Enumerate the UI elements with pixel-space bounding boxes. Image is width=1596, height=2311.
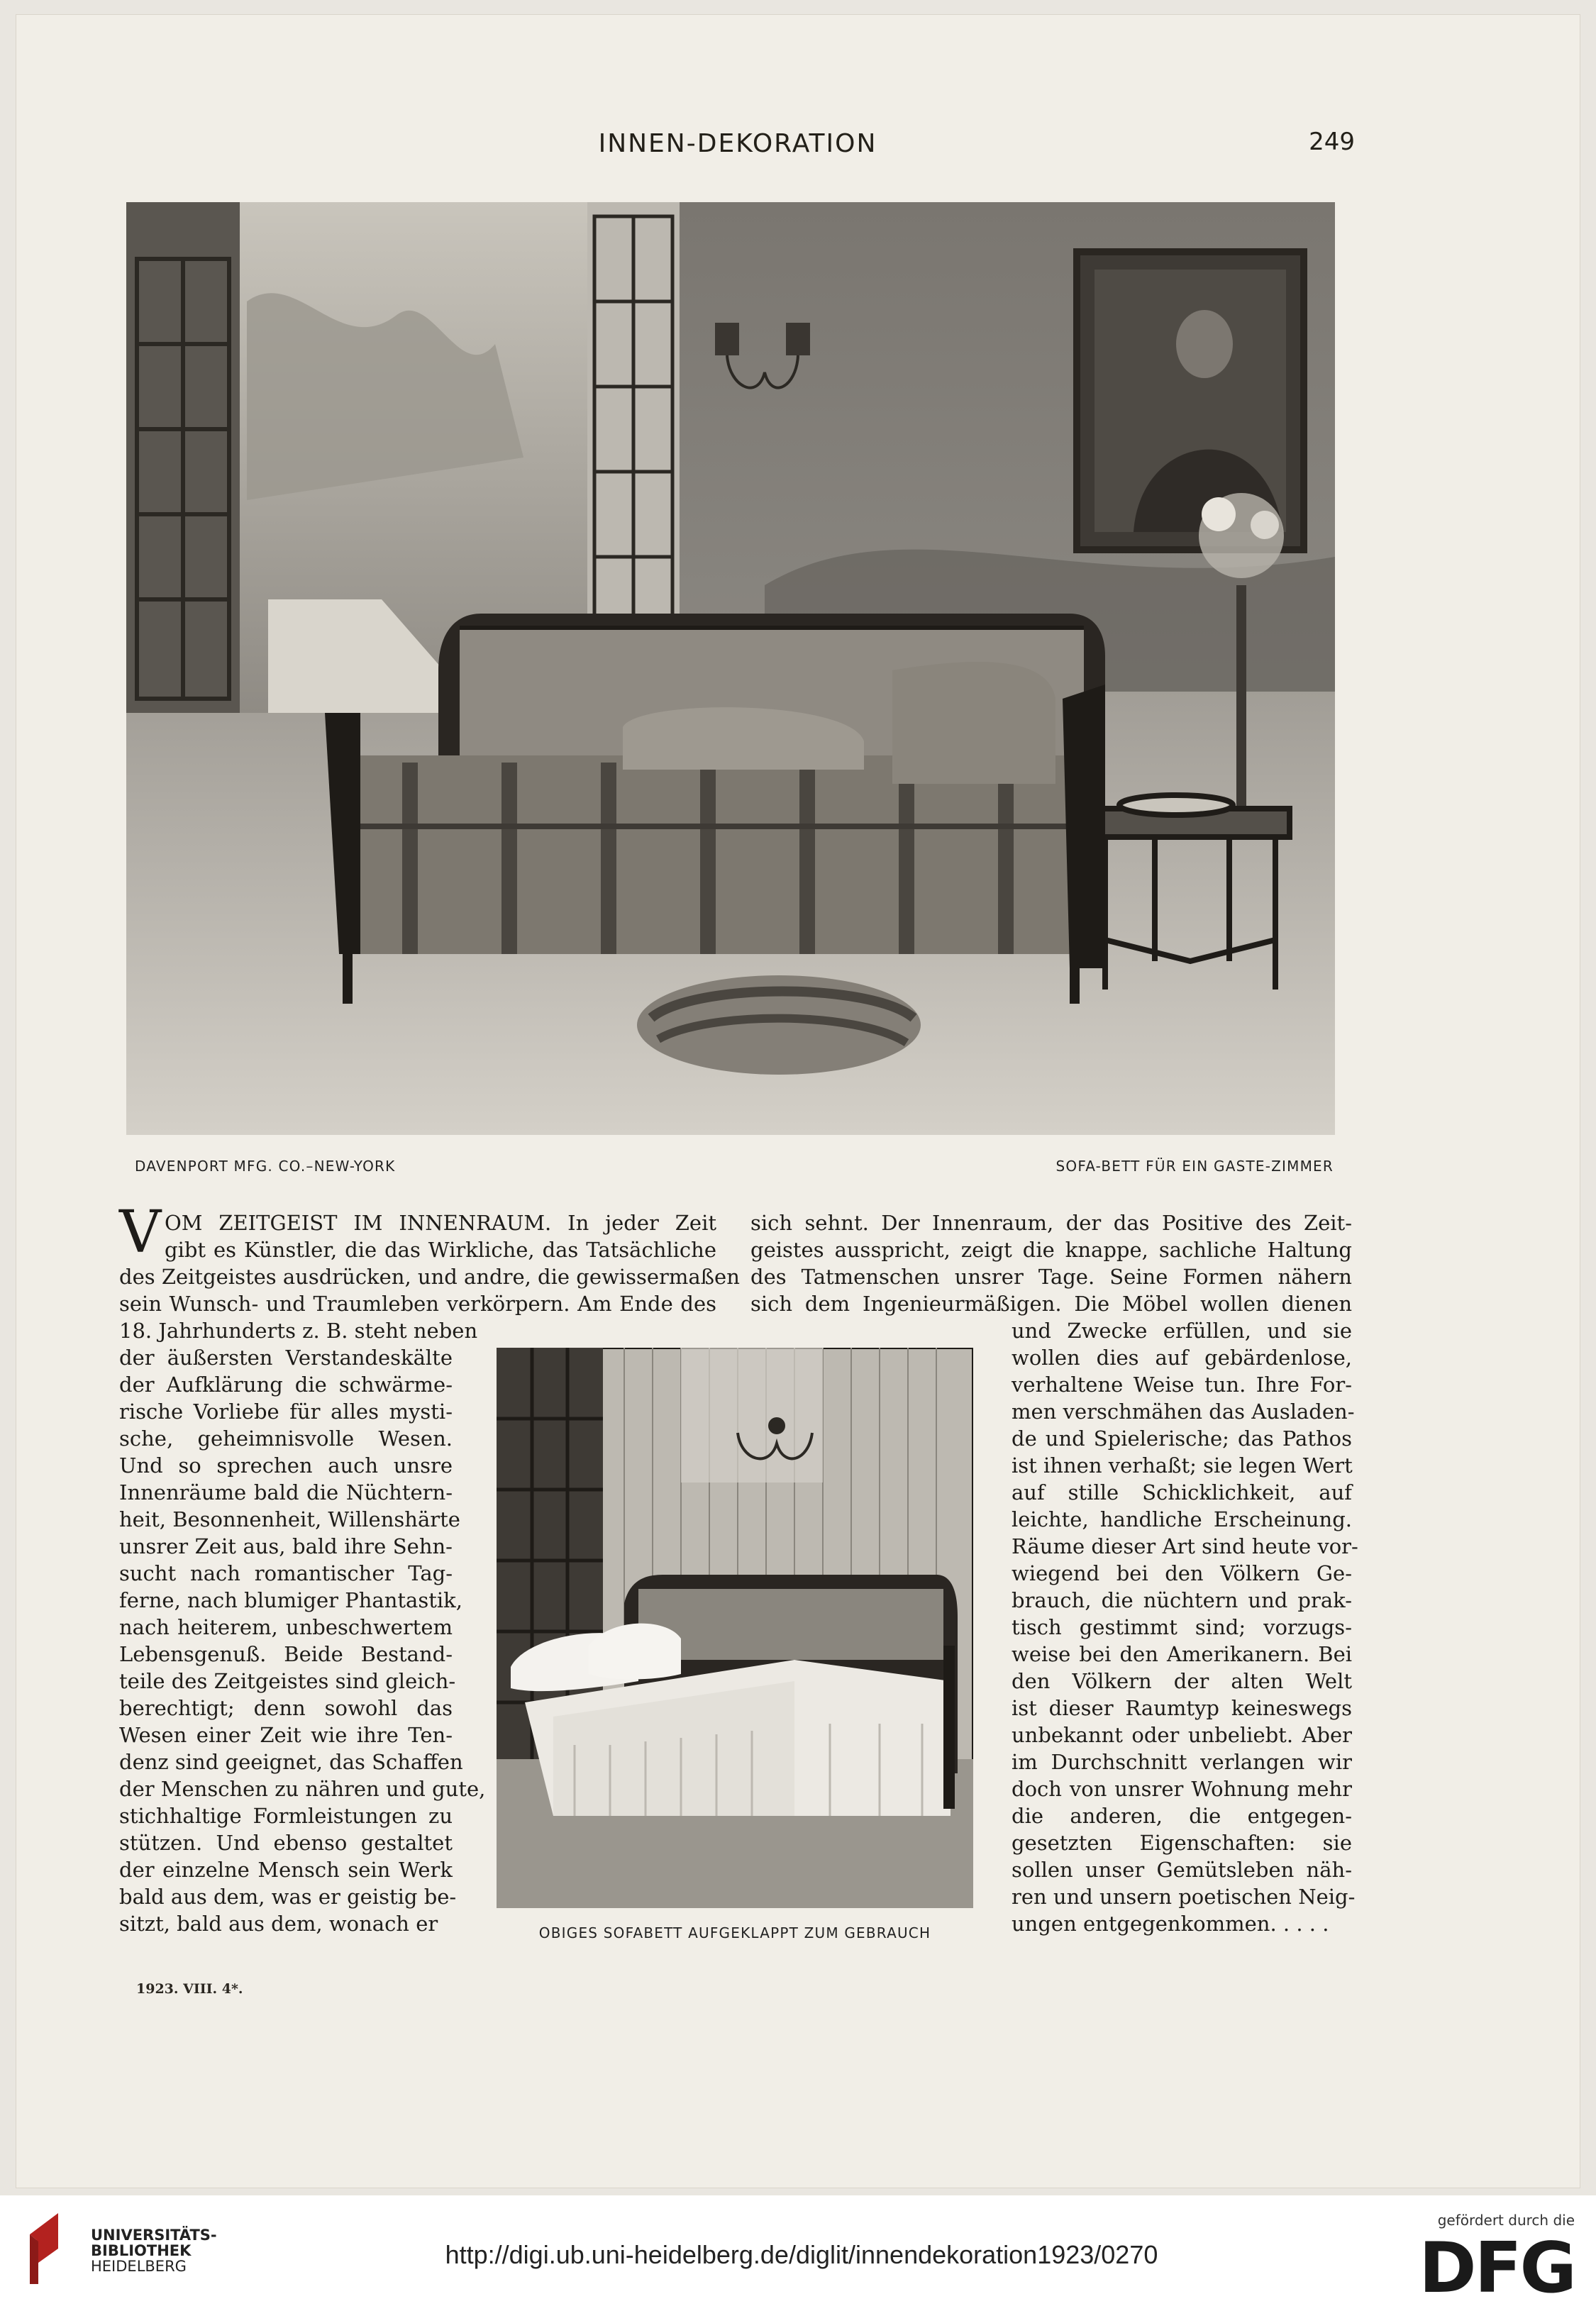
running-title: INNEN-DEKORATION — [598, 129, 877, 158]
text-line: Räume dieser Art sind heute vor- — [1012, 1534, 1358, 1558]
print-signature: 1923. VIII. 4*. — [136, 1981, 243, 1997]
text-line: gibt es Künstler, die das Wirkliche, das Tatsächliche — [165, 1238, 716, 1262]
text-line: die anderen, die entgegen- — [1012, 1804, 1352, 1828]
text-line: de und Spielerische; das Pathos — [1012, 1426, 1352, 1451]
text-line: nach heiterem, unbeschwertem — [119, 1615, 453, 1639]
text-line: leichte, handliche Erscheinung. — [1012, 1507, 1352, 1531]
text-line: stützen. Und ebenso gestaltet — [119, 1831, 453, 1855]
sofa-bed-illustration — [126, 202, 1335, 1135]
text-line: sein Wunsch- und Traumleben verkörpern. Am Ende des — [119, 1292, 716, 1316]
text-line: Und so sprechen auch unsre — [119, 1453, 453, 1478]
floor-cushion — [637, 975, 921, 1075]
text-line: rische Vorliebe für alles mysti- — [119, 1400, 453, 1424]
text-line: Lebensgenuß. Beide Bestand- — [119, 1642, 453, 1666]
permalink-url[interactable]: http://digi.ub.uni-heidelberg.de/diglit/innendekoration1923/0270 — [445, 2240, 1158, 2269]
text-line: auf stille Schicklichkeit, auf — [1012, 1480, 1352, 1504]
text-line: denz sind geeignet, das Schaffen — [119, 1750, 463, 1774]
text-line: der äußersten Verstandeskälte — [119, 1346, 453, 1370]
text-line: weise bei den Amerikanern. Bei — [1012, 1642, 1352, 1666]
text-line: Wesen einer Zeit wie ihre Ten- — [119, 1723, 453, 1747]
text-line: sche, geheimnisvolle Wesen. — [119, 1426, 453, 1451]
text-line: ren und unsern poetischen Neig- — [1012, 1885, 1356, 1909]
text-line: OM ZEITGEIST IM INNENRAUM. In jeder Zeit — [165, 1211, 716, 1235]
text-line: im Durchschnitt verlangen wir — [1012, 1750, 1352, 1774]
text-line: gesetzten Eigenschaften: sie — [1012, 1831, 1352, 1855]
text-line: tisch gestimmt sind; vorzugs- — [1012, 1615, 1352, 1639]
bed-figure-caption: OBIGES SOFABETT AUFGEKLAPPT ZUM GEBRAUCH — [538, 1924, 931, 1941]
text-line: doch von unsrer Wohnung mehr — [1012, 1777, 1352, 1801]
text-line: ist ihnen verhaßt; sie legen Wert — [1012, 1453, 1353, 1478]
text-line: stichhaltige Formleistungen zu — [119, 1804, 453, 1828]
text-line: berechtigt; denn sowohl das — [119, 1696, 453, 1720]
text-line: unbekannt oder unbeliebt. Aber — [1012, 1723, 1352, 1747]
text-line: Innenräume bald die Nüchtern- — [119, 1480, 453, 1504]
text-line: heit, Besonnenheit, Willenshärte — [119, 1507, 460, 1531]
text-line: des Zeitgeistes ausdrücken, und andre, die gewissermaßen — [119, 1265, 740, 1289]
text-line: den Völkern der alten Welt — [1012, 1669, 1352, 1693]
text-line: 18. Jahrhunderts z. B. steht neben — [119, 1319, 478, 1343]
text-line: ist dieser Raumtyp keineswegs — [1012, 1696, 1352, 1720]
text-line: und Zwecke erfüllen, und sie — [1012, 1319, 1352, 1343]
text-line: des Tatmenschen unsrer Tage. Seine Formen nähern — [750, 1265, 1352, 1289]
library-name-line: HEIDELBERG — [91, 2258, 187, 2275]
text-line: sich sehnt. Der Innenraum, der das Positive des Zeit- — [750, 1211, 1352, 1235]
library-name-line: BIBLIOTHEK — [91, 2242, 192, 2259]
top-figure-caption-right: SOFA-BETT FÜR EIN GASTE-ZIMMER — [1055, 1158, 1334, 1175]
text-line: sucht nach romantischer Tag- — [119, 1561, 453, 1585]
running-head — [0, 0, 1596, 170]
text-line: geistes ausspricht, zeigt die knappe, sachliche Haltung — [750, 1238, 1352, 1262]
text-line: wollen dies auf gebärdenlose, — [1012, 1346, 1352, 1370]
page-number: 249 — [1309, 128, 1355, 156]
unfolded-bed-illustration — [497, 1348, 973, 1908]
text-line: teile des Zeitgeistes sind gleich- — [119, 1669, 456, 1693]
text-line: bald aus dem, was er geistig be- — [119, 1885, 457, 1909]
top-figure-caption-left: DAVENPORT MFG. CO.–NEW-YORK — [135, 1158, 396, 1175]
drop-initial: V — [119, 1199, 162, 1266]
sofa — [325, 614, 1105, 1004]
library-name-line: UNIVERSITÄTS- — [91, 2227, 217, 2244]
text-line: der Aufklärung die schwärme- — [119, 1373, 453, 1397]
text-line: verhaltene Weise tun. Ihre For- — [1012, 1373, 1352, 1397]
dfg-logo[interactable]: DFG — [1419, 2228, 1575, 2309]
text-line: brauch, die nüchtern und prak- — [1012, 1588, 1352, 1612]
text-line: sich dem Ingenieurmäßigen. Die Möbel wollen dienen — [750, 1292, 1352, 1316]
text-line: sitzt, bald aus dem, wonach er — [119, 1912, 438, 1936]
university-library-logo-icon[interactable] — [16, 2206, 87, 2291]
funding-note: gefördert durch die — [1437, 2212, 1575, 2229]
text-line: der Menschen zu nähren und gute, — [119, 1777, 486, 1801]
text-line: wiegend bei den Völkern Ge- — [1012, 1561, 1352, 1585]
text-line: unsrer Zeit aus, bald ihre Sehn- — [119, 1534, 453, 1558]
text-line: sollen unser Gemütsleben näh- — [1012, 1858, 1352, 1882]
text-line: ferne, nach blumiger Phantastik, — [119, 1588, 462, 1612]
text-line: men verschmähen das Ausladen- — [1012, 1400, 1355, 1424]
text-line: der einzelne Mensch sein Werk — [119, 1858, 453, 1882]
text-line: ungen entgegenkommen. . . . . — [1012, 1912, 1329, 1936]
